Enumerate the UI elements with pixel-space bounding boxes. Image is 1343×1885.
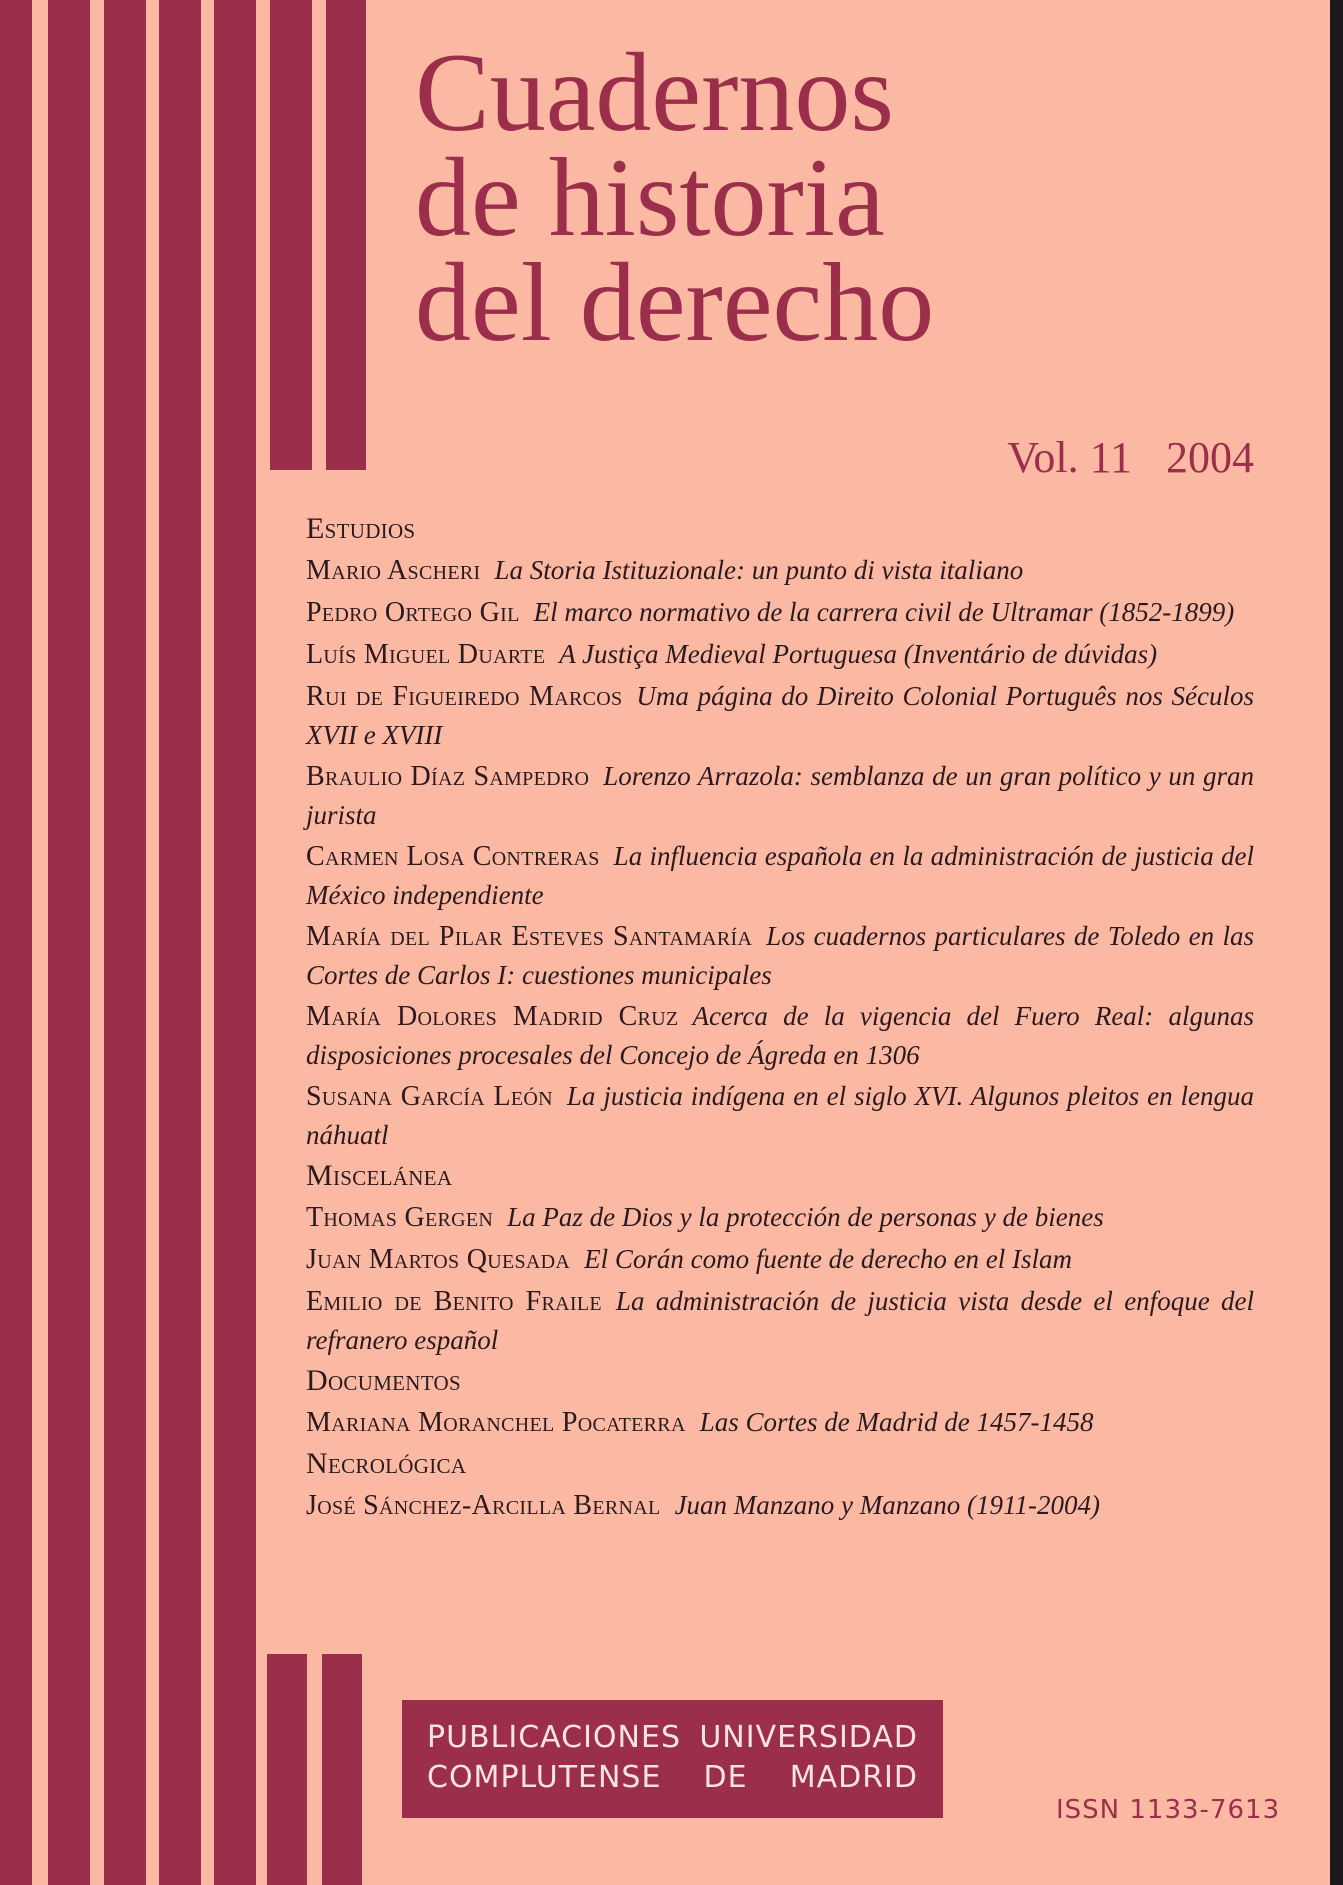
- title-line-2: de historia: [415, 136, 885, 260]
- section-heading: Necrológica: [306, 1447, 467, 1480]
- entry-title: A Justiça Medieval Portuguesa (Inventário de dúvidas): [559, 639, 1158, 669]
- publisher-word: COMPLUTENSE: [427, 1760, 662, 1795]
- toc-entry: [306, 1198, 1254, 1237]
- stripe-3: [104, 0, 146, 1885]
- stripe-bottom-2: [322, 1654, 362, 1885]
- toc-entry: [306, 593, 1254, 632]
- toc-entry: [306, 997, 1254, 1074]
- entry-title: La Paz de Dios y la protección de personas y de bienes: [507, 1202, 1104, 1232]
- entry-author: Mariana Moranchel Pocaterra: [306, 1407, 686, 1438]
- entry-author: Braulio Díaz Sampedro: [306, 761, 590, 792]
- stripe-2: [48, 0, 90, 1885]
- stripe-bottom-1: [267, 1654, 307, 1885]
- volume-number: Vol. 11: [1007, 433, 1132, 482]
- entry-title: El Corán como fuente de derecho en el Islam: [584, 1244, 1073, 1274]
- entry-author: Emilio de Benito Fraile: [306, 1286, 602, 1317]
- stripe-5: [214, 0, 256, 1885]
- entry-title: Las Cortes de Madrid de 1457-1458: [699, 1407, 1094, 1437]
- toc-entry: [306, 1077, 1254, 1154]
- toc-entry: [306, 757, 1254, 834]
- entry-author: Juan Martos Quesada: [306, 1244, 571, 1275]
- volume-info: [1007, 432, 1254, 483]
- toc-entry: [306, 837, 1254, 914]
- publisher-word: PUBLICACIONES: [427, 1720, 681, 1755]
- toc-entry: [306, 917, 1254, 994]
- section-heading: Estudios: [306, 512, 416, 545]
- stripe-4: [159, 0, 201, 1885]
- entry-author: Luís Miguel Duarte: [306, 639, 546, 670]
- entry-title: La justicia indígena en el siglo XVI. Algunos pleitos en lengua náhuatl: [306, 1081, 1254, 1150]
- entry-title: El marco normativo de la carrera civil de Ultramar (1852-1899): [533, 597, 1235, 627]
- entry-author: Mario Ascheri: [306, 555, 481, 586]
- publisher-word: MADRID: [789, 1760, 918, 1795]
- title-line-1: Cuadernos: [415, 31, 895, 155]
- toc-entry: [306, 551, 1254, 590]
- entry-author: Carmen Losa Contreras: [306, 841, 600, 872]
- entry-author: Susana García León: [306, 1081, 553, 1112]
- entry-title: Juan Manzano y Manzano (1911-2004): [674, 1490, 1100, 1520]
- stripe-top-2: [326, 0, 366, 470]
- toc-entry: [306, 1486, 1254, 1525]
- entry-title: La Storia Istituzionale: un punto di vista italiano: [494, 555, 1024, 585]
- publisher-word: UNIVERSIDAD: [699, 1720, 918, 1755]
- publisher-word: DE: [703, 1760, 748, 1795]
- table-of-contents: [306, 510, 1254, 1528]
- toc-entry: [306, 1282, 1254, 1359]
- publisher-line-2: [427, 1758, 918, 1798]
- entry-author: María Dolores Madrid Cruz: [306, 1001, 679, 1032]
- stripe-top-1: [270, 0, 312, 470]
- entry-title: Lorenzo Arrazola: semblanza de un gran político y un gran jurista: [306, 761, 1254, 830]
- toc-entry: [306, 1240, 1254, 1279]
- issn: ISSN 1133-7613: [1056, 1795, 1281, 1825]
- entry-title: Los cuadernos particulares de Toledo en las Cortes de Carlos I: cuestiones municipales: [306, 921, 1254, 990]
- toc-entry: [306, 677, 1254, 754]
- stripe-1: [0, 0, 32, 1885]
- section-heading: Miscelánea: [306, 1159, 453, 1192]
- volume-year: 2004: [1166, 433, 1254, 482]
- entry-title: La administración de justicia vista desde el enfoque del refranero español: [306, 1286, 1254, 1355]
- entry-title: La influencia española en la administración de justicia del México independiente: [306, 841, 1255, 910]
- publisher-box: [402, 1700, 943, 1818]
- entry-author: Pedro Ortego Gil: [306, 597, 520, 628]
- entry-title: Uma página do Direito Colonial Português nos Séculos XVII e XVIII: [306, 681, 1255, 750]
- toc-entry: [306, 1403, 1254, 1442]
- toc-entry: [306, 635, 1254, 674]
- entry-author: Rui de Figueiredo Marcos: [306, 681, 623, 712]
- section-heading: Documentos: [306, 1364, 461, 1397]
- entry-author: María del Pilar Esteves Santamaría: [306, 921, 753, 952]
- entry-author: José Sánchez-Arcilla Bernal: [306, 1490, 661, 1521]
- entry-title: Acerca de la vigencia del Fuero Real: algunas disposiciones procesales del Concejo de Ágreda en 1306: [306, 1001, 1254, 1070]
- entry-author: Thomas Gergen: [306, 1202, 494, 1233]
- publisher-line-1: [427, 1718, 918, 1758]
- title-line-3: del derecho: [415, 241, 935, 365]
